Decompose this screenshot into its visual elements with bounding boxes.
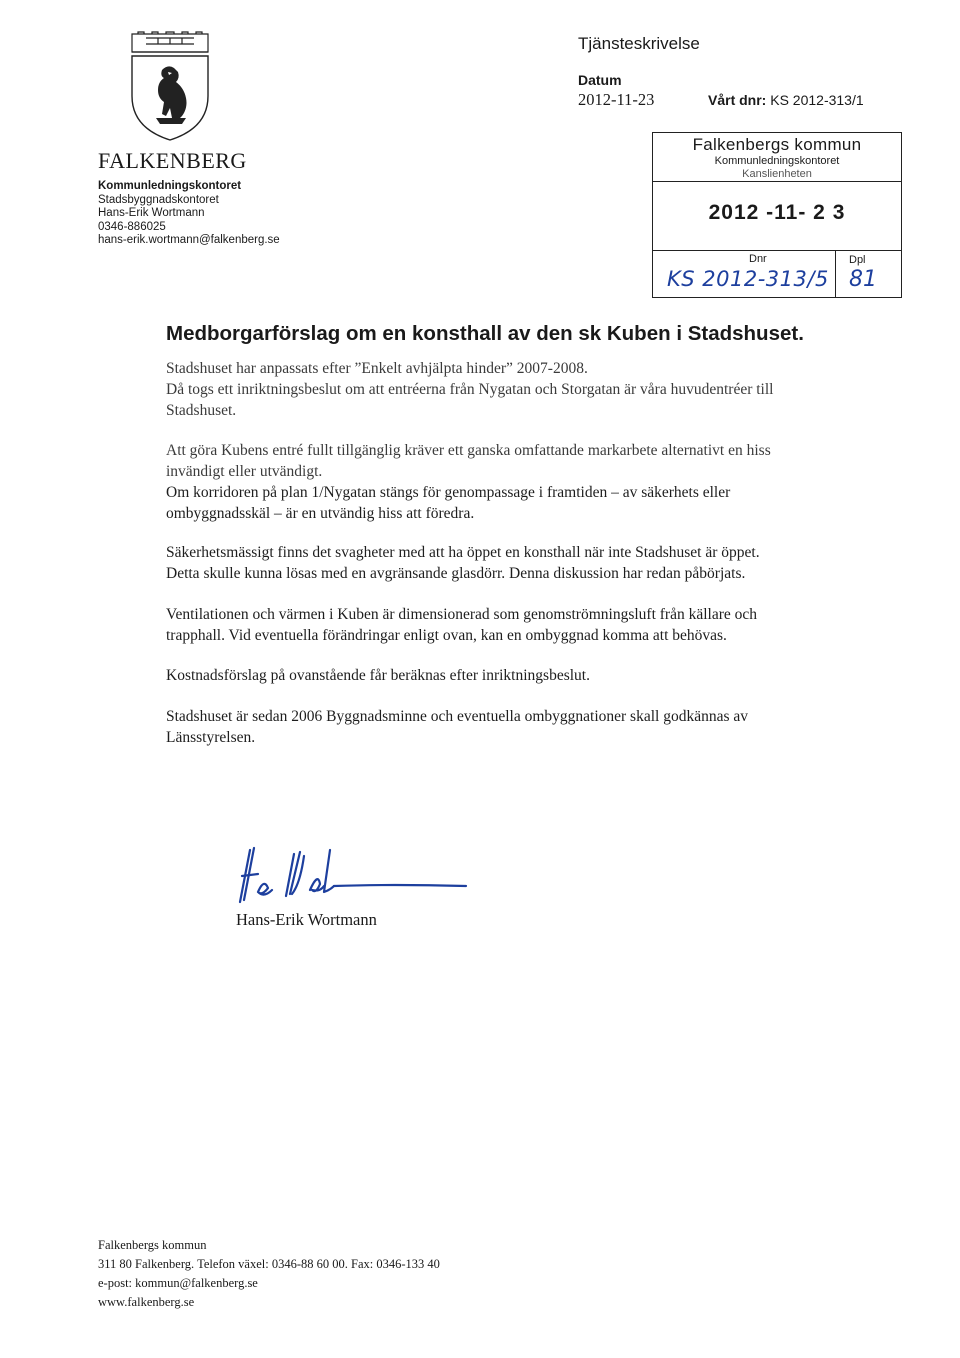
- footer-contact: [98, 1236, 440, 1312]
- stamp-divider: [653, 250, 901, 251]
- reference-value: KS 2012-313/1: [770, 92, 864, 108]
- paragraph-2: [166, 440, 866, 524]
- footer-website: www.falkenberg.se: [98, 1295, 195, 1309]
- paragraph-line: ombyggnadsskäl – är en utvändig hiss att föredra.: [166, 505, 475, 522]
- reference-number: [708, 92, 864, 108]
- sender-phone: 0346-886025: [98, 220, 166, 233]
- paragraph-5: [166, 665, 866, 686]
- stamp-department: Kommunledningskontoret: [714, 155, 840, 167]
- sender-email: hans-erik.wortmann@falkenberg.se: [98, 234, 280, 246]
- stamp-dnr-label: Dnr: [749, 253, 767, 265]
- footer-address: 311 80 Falkenberg. Telefon växel: 0346-88 60 00. Fax: 0346-133 40: [98, 1257, 440, 1271]
- paragraph-line: Länsstyrelsen.: [166, 729, 256, 746]
- footer-email: e-post: kommun@falkenberg.se: [98, 1276, 258, 1290]
- footer-org: Falkenbergs kommun: [98, 1238, 207, 1252]
- paragraph-line: Stadshuset är sedan 2006 Byggnadsminne och eventuella ombyggnationer skall godkännas av: [166, 708, 748, 725]
- paragraph-line: Ventilationen och värmen i Kuben är dimensionerad som genomströmningsluft från källare och: [166, 606, 757, 623]
- paragraph-line: Kostnadsförslag på ovanstående får beräknas efter inriktningsbeslut.: [166, 667, 590, 684]
- reference-label: Vårt dnr:: [708, 92, 767, 108]
- sender-person: Hans-Erik Wortmann: [98, 207, 205, 219]
- paragraph-6: [166, 706, 866, 748]
- sender-department: Kommunledningskontoret: [98, 180, 242, 192]
- organization-name: FALKENBERG: [98, 148, 247, 173]
- stamp-dpl-handwritten: 81: [849, 267, 877, 292]
- municipal-crest-logo: [128, 30, 212, 142]
- paragraph-4: [166, 604, 866, 646]
- paragraph-line: trapphall. Vid eventuella förändringar enligt ovan, kan en ombyggnad komma att behövas.: [166, 627, 727, 644]
- paragraph-line: Om korridoren på plan 1/Nygatan stängs för genompassage i framtiden – av säkerhets eller: [166, 484, 731, 501]
- sender-unit: Stadsbyggnadskontoret: [98, 193, 219, 206]
- paragraph-line: Att göra Kubens entré fullt tillgänglig kräver ett ganska omfattande markarbete alternativt en hiss: [166, 442, 771, 459]
- stamp-column-divider: [835, 250, 836, 297]
- signer-name: Hans-Erik Wortmann: [236, 910, 377, 929]
- paragraph-line: invändigt eller utvändigt.: [166, 463, 323, 480]
- paragraph-line: Då togs ett inriktningsbeslut om att entréerna från Nygatan och Storgatan är våra huvudentréer till: [166, 381, 774, 398]
- stamp-dnr-handwritten: KS 2012-313/5: [667, 267, 829, 291]
- document-heading: Medborgarförslag om en konsthall av den sk Kuben i Stadshuset.: [166, 322, 804, 345]
- paragraph-1: [166, 358, 866, 421]
- paragraph-line: Säkerhetsmässigt finns det svagheter med att ha öppet en konsthall när inte Stadshuset är öppet.: [166, 544, 760, 561]
- date-value: 2012-11-23: [578, 90, 655, 109]
- received-stamp: [652, 132, 902, 298]
- stamp-title: Falkenbergs kommun: [692, 135, 862, 154]
- date-label: Datum: [578, 72, 622, 88]
- paragraph-line: Detta skulle kunna lösas med en avgränsande glasdörr. Denna diskussion har redan påbörjats.: [166, 565, 746, 582]
- stamp-dpl-label: Dpl: [849, 254, 866, 266]
- paragraph-3: [166, 542, 866, 584]
- paragraph-line: Stadshuset har anpassats efter ”Enkelt avhjälpta hinder” 2007-2008.: [166, 360, 588, 377]
- stamp-date: 2012 -11- 2 3: [708, 201, 846, 224]
- handwritten-signature: [230, 840, 480, 910]
- document-type: Tjänsteskrivelse: [578, 34, 700, 53]
- stamp-divider: [653, 181, 901, 182]
- sender-block: [98, 180, 280, 248]
- paragraph-line: Stadshuset.: [166, 402, 237, 419]
- stamp-unit: Kanslienheten: [742, 168, 812, 180]
